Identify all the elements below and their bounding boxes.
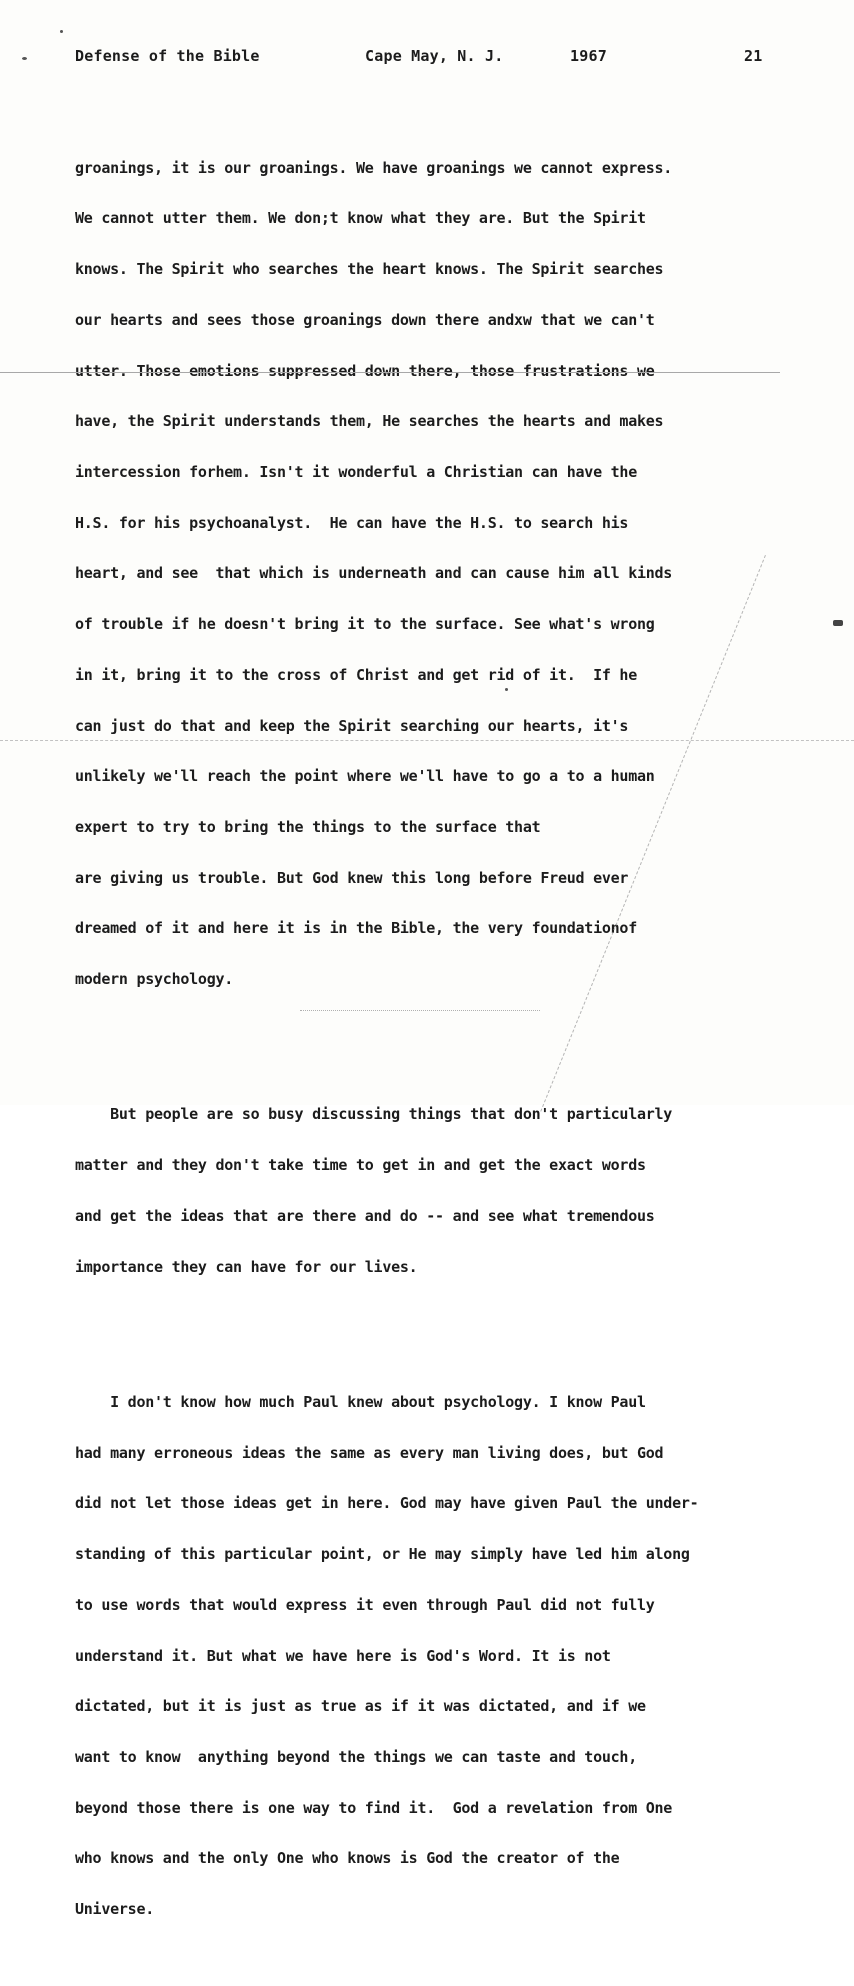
text-line: can just do that and keep the Spirit searching our hearts, it's (75, 716, 629, 735)
text-line: expert to try to bring the things to the surface that (75, 817, 541, 836)
text-line: are giving us trouble. But God knew this long before Freud ever (75, 868, 629, 887)
header-page-number: 21 (744, 47, 763, 65)
header-title: Defense of the Bible (75, 47, 260, 65)
text-line: did not let those ideas get in here. God may have given Paul the under- (75, 1494, 699, 1513)
text-line: knows. The Spirit who searches the heart knows. The Spirit searches (75, 260, 664, 279)
text-line: and get the ideas that are there and do -- and see what tremendous (75, 1206, 655, 1225)
text-line: importance they can have for our lives. (75, 1257, 418, 1276)
header-place: Cape May, N. J. (365, 47, 504, 65)
text-line: beyond those there is one way to find it. God a revelation from One (75, 1798, 673, 1817)
text-line: dreamed of it and here it is in the Bible, the very foundationof (75, 919, 637, 938)
text-line: understand it. But what we have here is God's Word. It is not (75, 1646, 611, 1665)
scan-speck (22, 57, 27, 60)
header-year: 1967 (570, 47, 607, 65)
text-line: modern psychology. (75, 970, 234, 989)
text-line: unlikely we'll reach the point where we'll have to go a to a human (75, 767, 655, 786)
text-line: groanings, it is our groanings. We have groanings we cannot express. (75, 158, 673, 177)
scan-artifact-line (0, 372, 780, 373)
text-line: matter and they don't take time to get in and get the exact words (75, 1156, 646, 1175)
text-line: our hearts and sees those groanings down there andxw that we can't (75, 310, 655, 329)
scan-artifact-line (0, 740, 854, 741)
text-line: who knows and the only One who knows is God the creator of the (75, 1849, 620, 1868)
text-line: had many erroneous ideas the same as every man living does, but God (75, 1443, 664, 1462)
text-line: utter. Those emotions suppressed down there, those frustrations we (75, 361, 655, 380)
text-line: to use words that would express it even through Paul did not fully (75, 1595, 655, 1614)
scan-artifact-line (300, 1010, 540, 1011)
scan-speck (60, 30, 63, 33)
text-line: intercession forhem. Isn't it wonderful a Christian can have the (75, 462, 637, 481)
text-line: We cannot utter them. We don;t know what they are. But the Spirit (75, 209, 646, 228)
text-line: standing of this particular point, or He may simply have led him along (75, 1545, 690, 1564)
paragraph-3 (75, 1360, 795, 1952)
text-line: in it, bring it to the cross of Christ and get rid of it. If he (75, 665, 637, 684)
text-line: heart, and see that which is underneath and can cause him all kinds (75, 564, 673, 583)
text-line: H.S. for his psychoanalyst. He can have the H.S. to search his (75, 513, 629, 532)
text-line: of trouble if he doesn't bring it to the surface. See what's wrong (75, 615, 655, 634)
scan-speck (505, 688, 508, 691)
paragraph-2 (75, 1073, 795, 1310)
text-line: But people are so busy discussing things that don't particularly (75, 1105, 673, 1124)
text-line: Universe. (75, 1900, 155, 1919)
text-line: have, the Spirit understands them, He searches the hearts and makes (75, 412, 664, 431)
document-body (75, 92, 795, 1986)
scan-speck (833, 620, 843, 626)
paragraph-1 (75, 126, 795, 1022)
text-line: want to know anything beyond the things we can taste and touch, (75, 1748, 637, 1766)
page-header (75, 47, 775, 69)
text-line: dictated, but it is just as true as if it was dictated, and if we (75, 1697, 646, 1716)
text-line: I don't know how much Paul knew about psychology. I know Paul (75, 1392, 646, 1411)
